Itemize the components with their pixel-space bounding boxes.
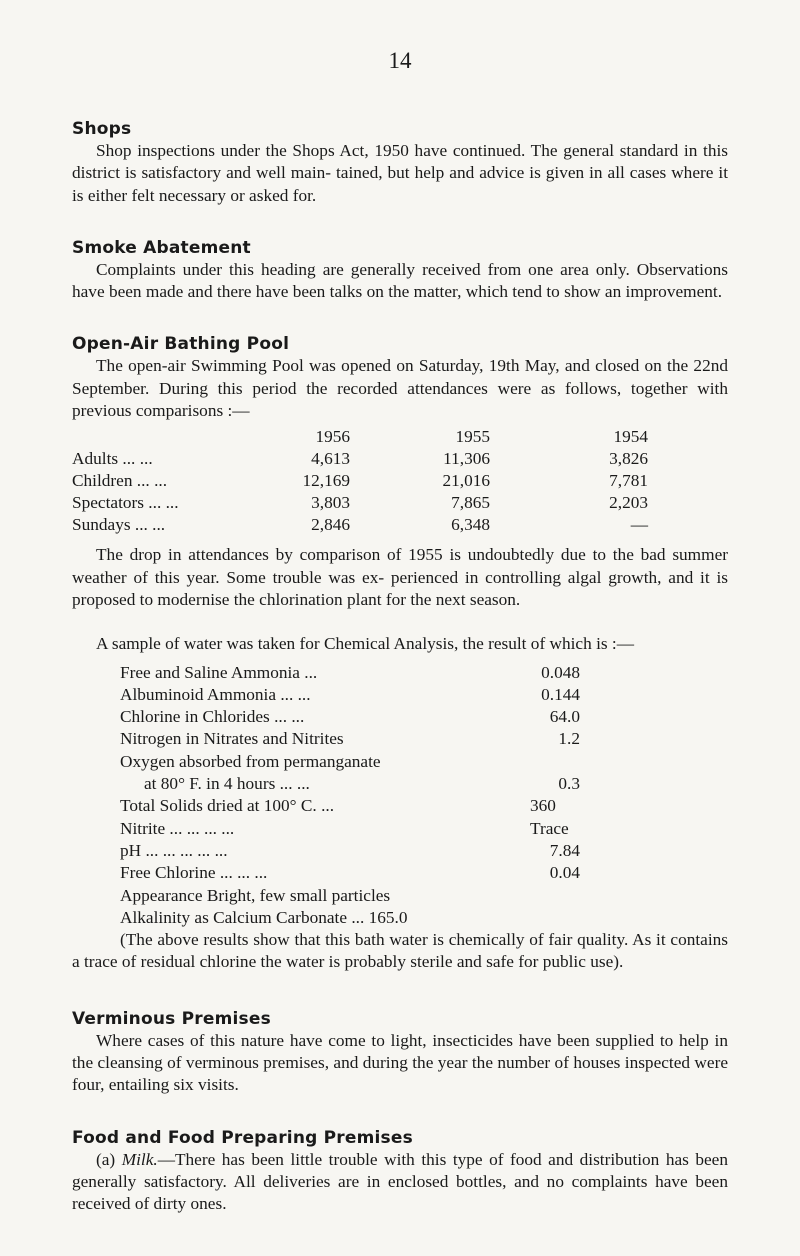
cell-1955: 6,348: [451, 515, 490, 535]
heading-pool: Open-Air Bathing Pool: [72, 334, 290, 355]
cell-1954: —: [630, 515, 648, 535]
row-label: Children ... ...: [72, 471, 168, 491]
table-row: [72, 514, 648, 536]
table-header-row: [72, 426, 648, 448]
analysis-label: Albuminoid Ammonia ... ...: [120, 684, 311, 704]
cell-1955: 7,865: [451, 493, 490, 513]
analysis-label: Free and Saline Ammonia ...: [120, 662, 318, 682]
year-header: 1954: [613, 427, 648, 447]
cell-1955: 21,016: [442, 471, 490, 491]
section-shops: [72, 118, 728, 207]
analysis-row: [120, 818, 728, 840]
cell-1956: 3,803: [311, 493, 350, 513]
heading-verminous: Verminous Premises: [72, 1008, 271, 1029]
analysis-row: [120, 840, 728, 862]
item-text: —There has been little trouble with this type of food and distribution has been generally satisfactory. All deliveries are in enclosed bottles, and no complaints have been received of dirty ones.: [72, 1149, 728, 1214]
document-body: [72, 118, 728, 1246]
analysis-row: [120, 795, 728, 817]
cell-1956: 4,613: [311, 449, 350, 469]
cell-1955: 11,306: [443, 449, 490, 469]
analysis-value: 0.048: [541, 662, 580, 682]
cell-1954: 3,826: [609, 449, 648, 469]
year-header: 1955: [455, 427, 490, 447]
analysis-row: [120, 773, 728, 795]
analysis-row: [120, 862, 728, 884]
paragraph-pool-drop: The drop in attendances by comparison of 1955 is undoubtedly due to the bad summer weather of this year. Some trouble was ex- perienced in controlling algal growth, and it is proposed to modernise the chlorination plant for the next season.: [72, 545, 728, 609]
table-row: [72, 448, 648, 470]
item-marker: (a): [96, 1149, 116, 1169]
section-smoke: [72, 237, 728, 304]
analysis-value: Trace: [530, 818, 569, 838]
paragraph-pool-sample: A sample of water was taken for Chemical Analysis, the result of which is :—: [96, 634, 634, 654]
analysis-appearance: Appearance Bright, few small particles: [120, 885, 391, 905]
attendance-table: [72, 426, 648, 536]
analysis-label: pH ... ... ... ... ...: [120, 840, 228, 860]
row-label: Spectators ... ...: [72, 493, 179, 513]
analysis-list: [120, 662, 728, 930]
section-food: [72, 1127, 728, 1216]
heading-shops: Shops: [72, 119, 132, 139]
analysis-value: 0.04: [549, 863, 580, 883]
cell-1956: 12,169: [302, 471, 350, 491]
cell-1954: 2,203: [609, 493, 648, 513]
heading-food: Food and Food Preparing Premises: [72, 1127, 413, 1148]
year-header: 1956: [315, 427, 350, 447]
cell-1956: 2,846: [311, 515, 350, 535]
analysis-label: Nitrogen in Nitrates and Nitrites: [120, 729, 344, 749]
analysis-label: Total Solids dried at 100° C. ...: [120, 796, 335, 816]
analysis-label: at 80° F. in 4 hours ... ...: [144, 774, 310, 794]
analysis-row: [120, 728, 728, 750]
analysis-label: Chlorine in Chlorides ... ...: [120, 707, 305, 727]
cell-1954: 7,781: [609, 471, 648, 491]
analysis-row: [120, 706, 728, 728]
paragraph-food: [72, 1149, 728, 1216]
heading-smoke: Smoke Abatement: [72, 237, 251, 258]
item-title: Milk.: [121, 1149, 158, 1169]
row-label: Adults ... ...: [72, 449, 153, 469]
analysis-row: [120, 662, 728, 684]
analysis-oxygen-label: Oxygen absorbed from permanganate: [120, 751, 381, 771]
paragraph-pool-intro: The open-air Swimming Pool was opened on Saturday, 19th May, and closed on the 22nd September. During this period the recorded attendances were as follows, together with previous comparisons :—: [72, 356, 728, 421]
table-row: [72, 470, 648, 492]
paragraph-smoke: Complaints under this heading are generally received from one area only. Observations have been made and there have been talks on the matter, which tend to show an improvement.: [72, 259, 728, 302]
analysis-label: Nitrite ... ... ... ...: [120, 818, 235, 838]
analysis-alkalinity: Alkalinity as Calcium Carbonate ... 165.0: [120, 907, 408, 927]
analysis-value: 0.3: [558, 774, 580, 794]
analysis-row: [120, 684, 728, 706]
table-row: [72, 492, 648, 514]
analysis-value: 64.0: [549, 707, 580, 727]
analysis-value: 0.144: [541, 684, 580, 704]
analysis-value: 7.84: [549, 840, 580, 860]
analysis-value: 1.2: [558, 729, 580, 749]
paragraph-pool-note: (The above results show that this bath water is chemically of fair quality. As it contains a trace of residual chlorine the water is probably sterile and safe for public use).: [72, 930, 728, 972]
page-number: 14: [388, 48, 412, 73]
paragraph-shops: Shop inspections under the Shops Act, 1950 have continued. The general standard in this district is satisfactory and well main- tained, but help and advice is given in all cases where it is either felt necessary or asked for.: [72, 141, 728, 205]
row-label: Sundays ... ...: [72, 515, 166, 535]
analysis-value: 360: [530, 796, 556, 816]
section-verminous: [72, 1008, 728, 1097]
paragraph-verminous: Where cases of this nature have come to light, insecticides have been supplied to help in the cleansing of verminous premises, and during the year the number of houses inspected were four, entailing six visits.: [72, 1030, 728, 1095]
section-pool: [72, 333, 728, 973]
analysis-label: Free Chlorine ... ... ...: [120, 863, 268, 883]
